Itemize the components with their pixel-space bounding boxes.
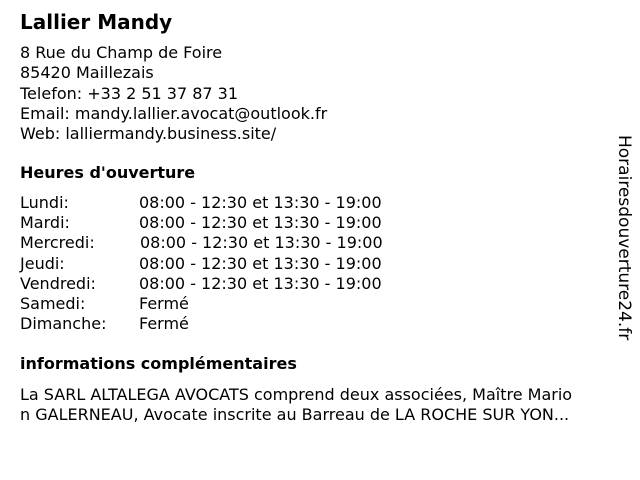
hours-row-samedi	[20, 294, 383, 314]
hours-row-mercredi	[20, 233, 383, 253]
watermark: Horairesdouverture24.fr	[614, 135, 634, 341]
email-address: Email: mandy.lallier.avocat@outlook.fr	[20, 103, 328, 123]
hours-row-vendredi	[20, 274, 383, 294]
hours-time: 08:00 - 12:30 et 13:30 - 19:00	[140, 233, 383, 253]
hours-day: Jeudi:	[20, 253, 65, 273]
hours-day: Lundi:	[20, 193, 69, 212]
info-heading: informations complémentaires	[20, 354, 297, 373]
hours-time: Fermé	[139, 294, 189, 314]
info-line: La SARL ALTALEGA AVOCATS comprend deux associées, Maître Mario	[20, 385, 573, 404]
address-street: 8 Rue du Champ de Foire	[20, 43, 223, 62]
opening-hours-table	[20, 193, 383, 334]
website-address: Web: lalliermandy.business.site/	[20, 124, 277, 144]
info-line: n GALERNEAU, Avocate inscrite au Barreau de LA ROCHE SUR YON...	[20, 405, 570, 424]
phone-number: Telefon: +33 2 51 37 87 31	[20, 83, 239, 103]
hours-time: 08:00 - 12:30 et 13:30 - 19:00	[139, 213, 382, 233]
hours-time: 08:00 - 12:30 et 13:30 - 19:00	[139, 253, 382, 273]
hours-time: Fermé	[139, 314, 189, 334]
hours-row-lundi	[20, 193, 383, 213]
hours-day: Mardi:	[20, 213, 70, 233]
hours-time: 08:00 - 12:30 et 13:30 - 19:00	[139, 273, 382, 293]
hours-day: Vendredi:	[20, 273, 96, 293]
hours-row-jeudi	[20, 254, 383, 274]
hours-day: Samedi:	[20, 294, 86, 314]
business-name: Lallier Mandy	[20, 10, 173, 34]
hours-heading: Heures d'ouverture	[20, 163, 196, 182]
hours-day: Dimanche:	[20, 314, 107, 334]
hours-time: 08:00 - 12:30 et 13:30 - 19:00	[139, 193, 382, 212]
address-city: 85420 Maillezais	[20, 63, 154, 83]
hours-row-dimanche	[20, 314, 383, 334]
info-description	[20, 385, 628, 425]
contact-block	[20, 43, 327, 144]
hours-day: Mercredi:	[20, 233, 95, 253]
hours-row-mardi	[20, 213, 383, 233]
